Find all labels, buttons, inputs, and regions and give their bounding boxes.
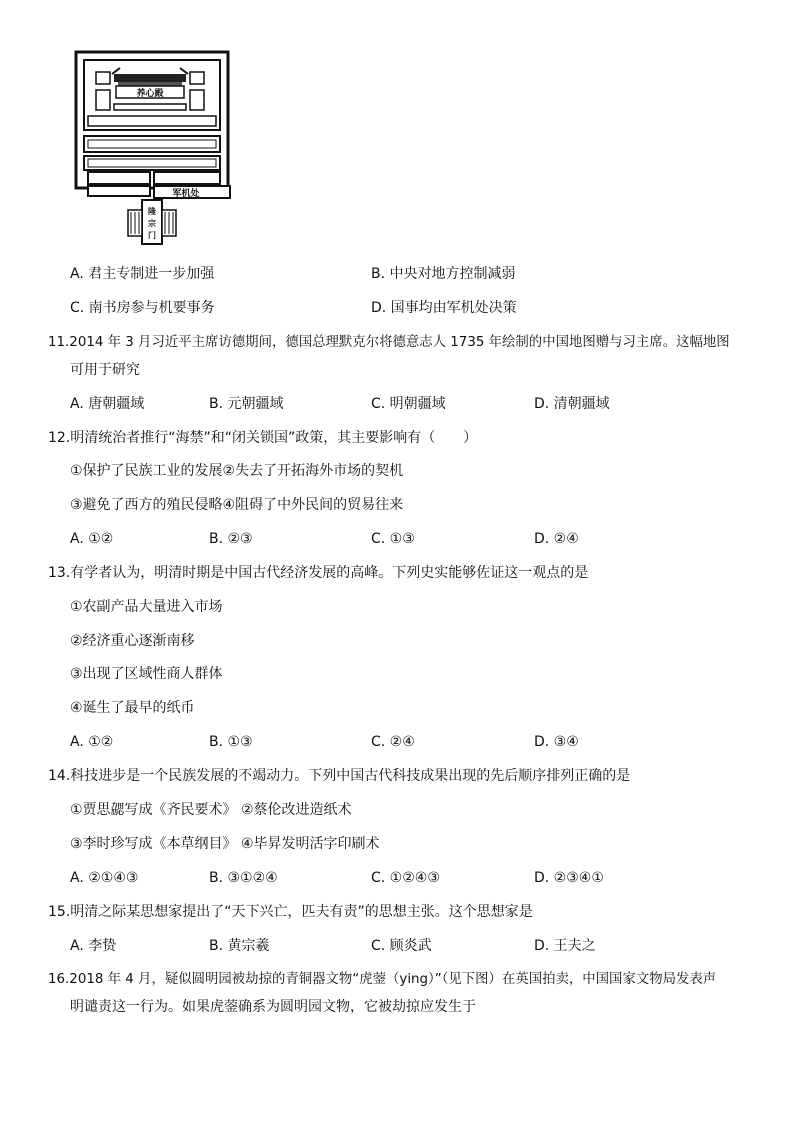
q14-option-b: B. ③①②④ bbox=[209, 870, 278, 886]
q16-stem-line1: 16.2018 年 4 月，疑似圆明园被劫掠的青铜器文物“虎蓥（ying）”（见下图）在英国拍卖，中国国家文物局发表声 bbox=[48, 972, 717, 987]
q15-option-d: D. 王夫之 bbox=[534, 938, 596, 954]
q10-option-d: D. 国事均由军机处决策 bbox=[371, 300, 517, 316]
q14-option-d: D. ②③④① bbox=[534, 870, 604, 886]
q13-stem: 13.有学者认为，明清时期是中国古代经济发展的高峰。下列史实能够佐证这一观点的是 bbox=[48, 565, 589, 581]
q11-option-b: B. 元朝疆域 bbox=[209, 396, 284, 412]
q14-option-c: C. ①②④③ bbox=[371, 870, 440, 886]
q15-stem: 15.明清之际某思想家提出了“天下兴亡，匹夫有责”的思想主张。这个思想家是 bbox=[48, 904, 533, 920]
q13-option-c: C. ②④ bbox=[371, 734, 415, 750]
q12-option-d: D. ②④ bbox=[534, 531, 579, 547]
gate-char-2: 宗 bbox=[148, 219, 156, 228]
q15-option-c: C. 顾炎武 bbox=[371, 938, 432, 954]
palace-layout-diagram bbox=[74, 50, 234, 246]
q10-option-b: B. 中央对地方控制减弱 bbox=[371, 266, 516, 282]
q13-option-a: A. ①② bbox=[70, 734, 114, 750]
q13-option-b: B. ①③ bbox=[209, 734, 253, 750]
q13-item-4: ④诞生了最早的纸币 bbox=[70, 700, 195, 716]
q11-option-d: D. 清朝疆域 bbox=[534, 396, 610, 412]
q12-option-c: C. ①③ bbox=[371, 531, 415, 547]
palace-layout-figure bbox=[74, 50, 234, 246]
office-label: 军机处 bbox=[172, 189, 200, 199]
q15-option-b: B. 黄宗羲 bbox=[209, 938, 270, 954]
hall-label: 养心殿 bbox=[136, 89, 164, 99]
q16-stem-line2: 明谴责这一行为。如果虎蓥确系为圆明园文物，它被劫掠应发生于 bbox=[70, 999, 476, 1015]
q12-item-line2: ③避免了西方的殖民侵略④阻碍了中外民间的贸易往来 bbox=[70, 497, 404, 513]
q12-stem: 12.明清统治者推行“海禁”和“闭关锁国”政策，其主要影响有（ ） bbox=[48, 430, 478, 446]
q11-stem-line1: 11.2014 年 3 月习近平主席访德期间，德国总理默克尔将德意志人 1735 年绘制的中国地图赠与习主席。这幅地图 bbox=[48, 335, 730, 350]
q13-item-3: ③出现了区域性商人群体 bbox=[70, 666, 223, 682]
q15-option-a: A. 李贽 bbox=[70, 938, 117, 954]
gate-char-3: 门 bbox=[148, 231, 156, 240]
q14-option-a: A. ②①④③ bbox=[70, 870, 139, 886]
q10-option-a: A. 君主专制进一步加强 bbox=[70, 266, 215, 282]
q12-option-b: B. ②③ bbox=[209, 531, 253, 547]
q12-item-line1: ①保护了民族工业的发展②失去了开拓海外市场的契机 bbox=[70, 463, 404, 479]
q13-option-d: D. ③④ bbox=[534, 734, 579, 750]
q14-item-line1: ①贾思勰写成《齐民要术》 ②蔡伦改进造纸术 bbox=[70, 802, 352, 818]
gate-label bbox=[148, 206, 156, 240]
q11-option-c: C. 明朝疆域 bbox=[371, 396, 446, 412]
q13-item-2: ②经济重心逐渐南移 bbox=[70, 633, 195, 649]
q14-stem: 14.科技进步是一个民族发展的不竭动力。下列中国古代科技成果出现的先后顺序排列正确的是 bbox=[48, 768, 631, 784]
q12-option-a: A. ①② bbox=[70, 531, 114, 547]
gate-char-1: 隆 bbox=[148, 207, 156, 216]
q14-item-line2: ③李时珍写成《本草纲目》 ④毕昇发明活字印刷术 bbox=[70, 836, 380, 852]
q13-item-1: ①农副产品大量进入市场 bbox=[70, 599, 223, 615]
q11-option-a: A. 唐朝疆域 bbox=[70, 396, 145, 412]
q11-stem-line2: 可用于研究 bbox=[70, 362, 140, 378]
q10-option-c: C. 南书房参与机要事务 bbox=[70, 300, 215, 316]
